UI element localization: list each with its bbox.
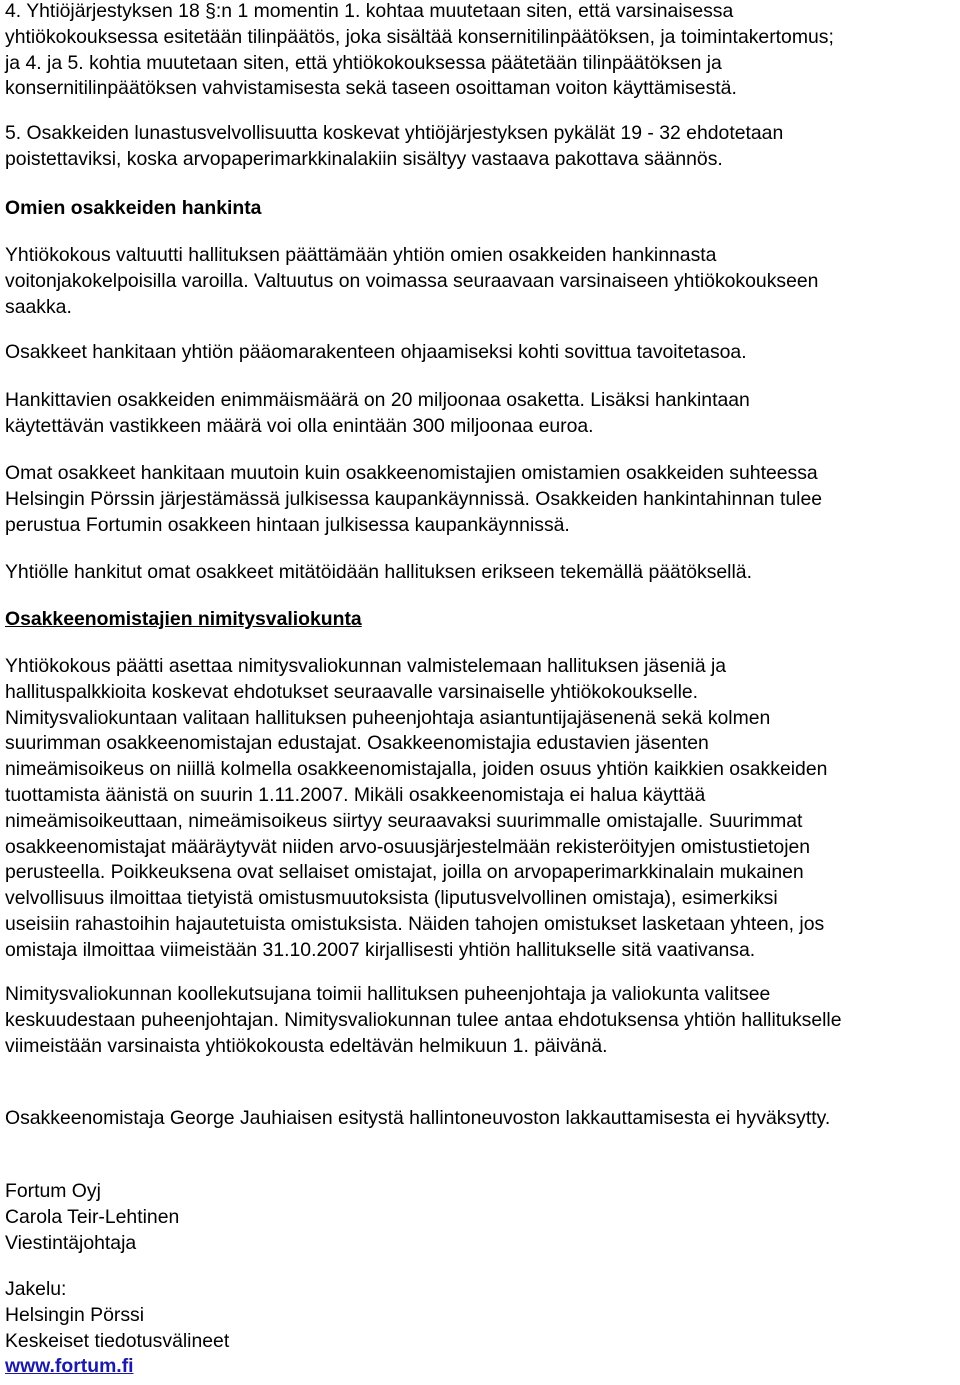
own-shares-paragraph-2	[5, 340, 747, 366]
text-line: Osakkeenomistaja George Jauhiaisen esitystä hallintoneuvoston lakkauttamisesta ei hyväksytty.	[5, 1107, 831, 1129]
text-line: tuottamista äänistä on suurin 1.11.2007. Mikäli osakkeenomistaja ei halua käyttää	[5, 783, 706, 806]
text-line: Helsingin Pörssin järjestämässä julkisessa kaupankäynnissä. Osakkeiden hankintahinnan tulee	[5, 487, 823, 510]
item-5-paragraph	[5, 121, 783, 173]
text-line: hallituspalkkioita koskevat ehdotukset seuraavalle varsinaiselle yhtiökokoukselle.	[5, 680, 699, 703]
own-shares-paragraph-3	[5, 388, 750, 440]
signer-title: Viestintäjohtaja	[5, 1231, 137, 1254]
item-4-paragraph	[5, 0, 834, 102]
own-shares-paragraph-5	[5, 560, 752, 586]
text-line: 4. Yhtiöjärjestyksen 18 §:n 1 momentin 1. kohtaa muutetaan siten, että varsinaisessa	[5, 0, 734, 22]
section-heading: Omien osakkeiden hankinta	[5, 197, 262, 219]
text-line: perustua Fortumin osakkeen hintaan julkisessa kaupankäynnissä.	[5, 513, 570, 536]
text-line: Yhtiölle hankitut omat osakkeet mitätöidään hallituksen erikseen tekemällä päätöksellä.	[5, 561, 752, 583]
section-heading-own-shares	[5, 196, 261, 222]
text-line: ja 4. ja 5. kohtia muutetaan siten, että yhtiökokouksessa päätetään tilinpäätöksen ja	[5, 51, 722, 74]
signer-name: Carola Teir-Lehtinen	[5, 1205, 180, 1228]
text-line: useisiin rahastoihin hajautetuista omistuksista. Näiden tahojen omistukset lasketaan yhteen, jos	[5, 912, 825, 935]
nomination-paragraph-2	[5, 982, 842, 1059]
text-line: poistettaviksi, koska arvopaperimarkkinalakiin sisältyy vastaava pakottava säännös.	[5, 147, 723, 170]
text-line: keskuudestaan puheenjohtajan. Nimitysvaliokunnan tulee antaa ehdotuksensa yhtiön hallitukselle	[5, 1008, 842, 1031]
text-line: käytettävän vastikkeen määrä voi olla enintään 300 miljoonaa euroa.	[5, 414, 594, 437]
text-line: Nimitysvaliokunnan koollekutsujana toimii hallituksen puheenjohtaja ja valiokunta valitsee	[5, 983, 771, 1005]
recipient: Keskeiset tiedotusvälineet	[5, 1329, 230, 1352]
text-line: osakkeenomistajat määräytyvät niiden arvo-osuusjärjestelmään rekisteröityjen omistustietojen	[5, 835, 811, 858]
text-line: velvollisuus ilmoittaa tietyistä omistusmuutoksista (liputusvelvollinen omistaja), esimerkiksi	[5, 887, 778, 910]
distribution-block	[5, 1277, 229, 1380]
company-name: Fortum Oyj	[5, 1180, 101, 1202]
text-line: Hankittavien osakkeiden enimmäismäärä on 20 miljoonaa osaketta. Lisäksi hankintaan	[5, 389, 750, 411]
text-line: omistaja ilmoittaa viimeistään 31.10.2007 kirjallisesti yhtiön hallitukselle sitä vaativansa.	[5, 938, 756, 961]
text-line: Osakkeet hankitaan yhtiön pääomarakenteen ohjaamiseksi kohti sovittua tavoitetasoa.	[5, 341, 747, 363]
text-line: Yhtiökokous valtuutti hallituksen päättämään yhtiön omien osakkeiden hankinnasta	[5, 244, 717, 266]
proposal-paragraph	[5, 1106, 830, 1132]
section-heading-nomination-committee	[5, 607, 362, 633]
text-line: Omat osakkeet hankitaan muutoin kuin osakkeenomistajien omistamien osakkeiden suhteessa	[5, 462, 818, 484]
text-line: suurimman osakkeenomistajan edustajat. Osakkeenomistajia edustavien jäsenten	[5, 732, 709, 755]
text-line: yhtiökokouksessa esitetään tilinpäätös, joka sisältää konsernitilinpäätöksen, ja toimintakertomus;	[5, 25, 834, 48]
text-line: Yhtiökokous päätti asettaa nimitysvaliokunnan valmistelemaan hallituksen jäseniä ja	[5, 655, 727, 677]
section-heading: Osakkeenomistajien nimitysvaliokunta	[5, 608, 362, 630]
text-line: voitonjakokelpoisilla varoilla. Valtuutus on voimassa seuraavaan varsinaiseen yhtiökokoukseen	[5, 269, 819, 292]
signature-block	[5, 1179, 179, 1256]
recipient: Helsingin Pörssi	[5, 1303, 145, 1326]
text-line: saakka.	[5, 295, 72, 318]
own-shares-paragraph-1	[5, 243, 818, 320]
own-shares-paragraph-4	[5, 461, 822, 538]
text-line: viimeistään varsinaista yhtiökokousta edeltävän helmikuun 1. päivänä.	[5, 1034, 608, 1057]
text-line: Nimitysvaliokuntaan valitaan hallituksen puheenjohtaja asiantuntijajäsenenä sekä kolmen	[5, 706, 771, 729]
text-line: 5. Osakkeiden lunastusvelvollisuutta koskevat yhtiöjärjestyksen pykälät 19 - 32 ehdotetaan	[5, 122, 784, 144]
text-line: nimeämisoikeus on niillä kolmella osakkeenomistajalla, joiden osuus yhtiön kaikkien osakkeiden	[5, 758, 828, 781]
text-line: nimeämisoikeuttaan, nimeämisoikeus siirtyy seuraavaksi suurimmalle omistajalle. Suurimmat	[5, 809, 803, 832]
fortum-website-link[interactable]: www.fortum.fi	[5, 1355, 134, 1378]
nomination-paragraph-1	[5, 654, 827, 964]
text-line: perusteella. Poikkeuksena ovat sellaiset omistajat, joilla on arvopaperimarkkinalain mukainen	[5, 861, 804, 884]
text-line: konsernitilinpäätöksen vahvistamisesta sekä taseen osoittaman voiton käyttämisestä.	[5, 77, 737, 100]
distribution-label: Jakelu:	[5, 1278, 67, 1300]
